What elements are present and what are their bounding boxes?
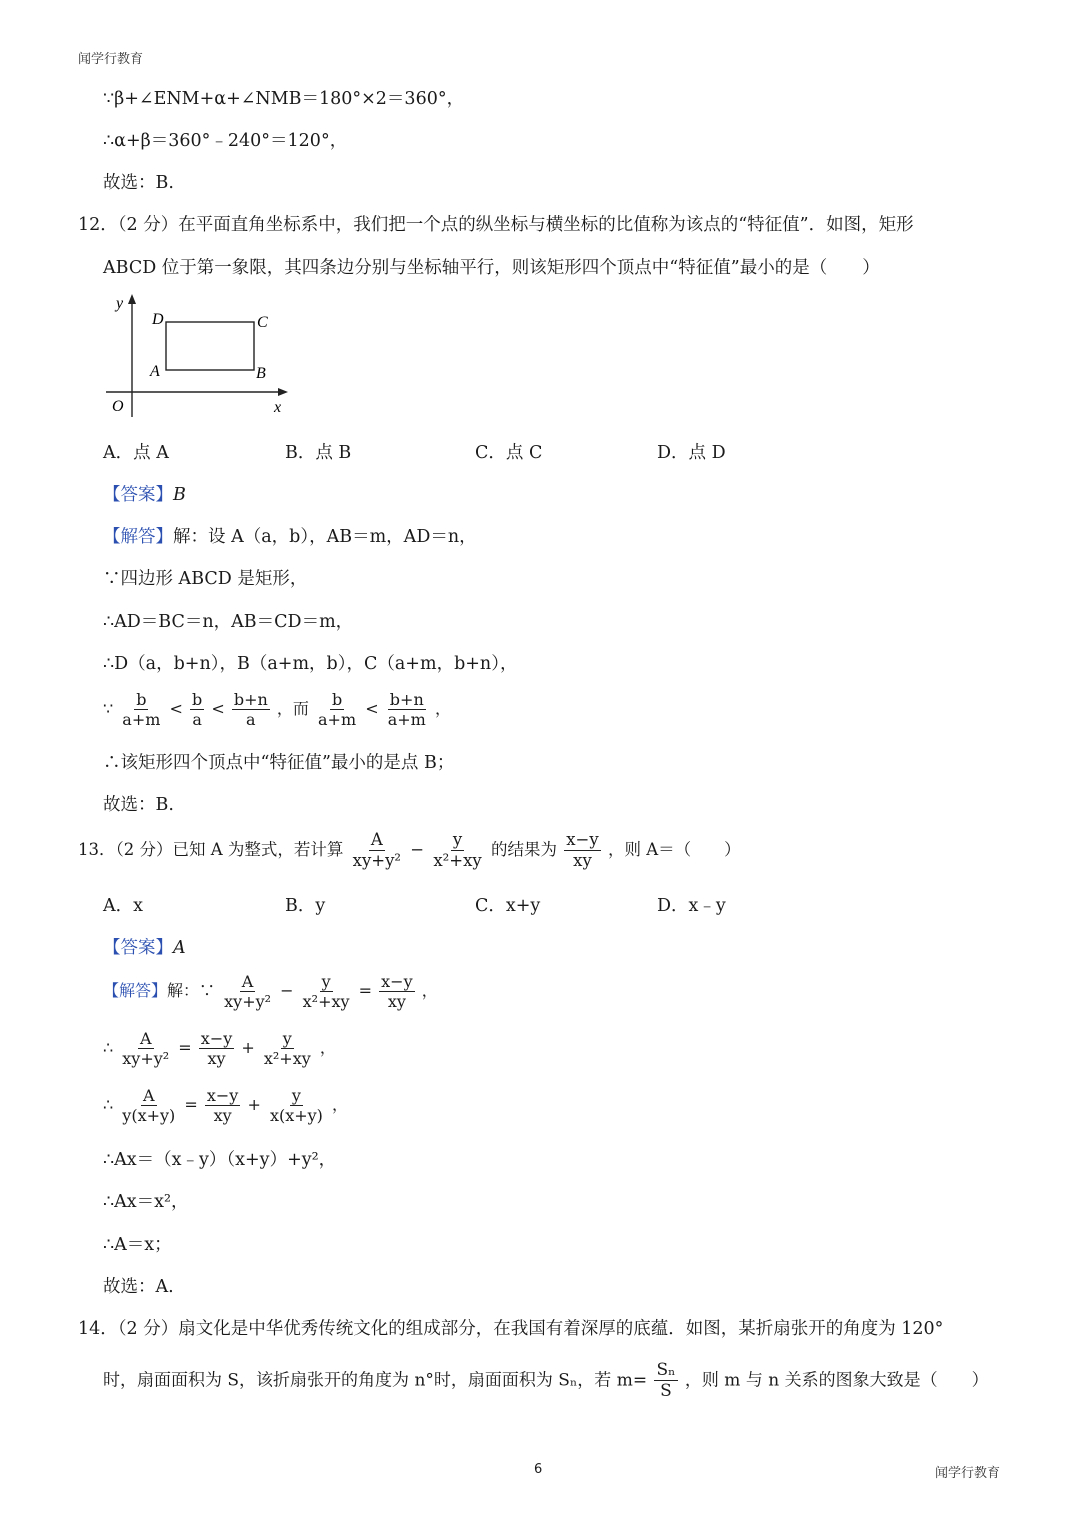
q13-stem <box>78 830 741 871</box>
operator: + <box>241 1038 255 1058</box>
vertex-a-label: A <box>150 363 160 380</box>
numerator: x−y <box>206 1086 239 1105</box>
q12-solution-3: ∴AD＝BC＝n，AB＝CD＝m， <box>103 612 354 632</box>
fraction <box>199 1029 234 1068</box>
text: ， <box>332 1095 349 1115</box>
prev-conclusion: 故选：B. <box>103 173 174 193</box>
footer-brand: 闻学行教育 <box>935 1466 1001 1481</box>
fraction <box>190 690 204 729</box>
operator: − <box>280 981 294 1001</box>
text: 时，扇面面积为 S，该折扇张开的角度为 n°时，扇面面积为 Sₙ，若 m= <box>103 1370 648 1391</box>
numerator: x−y <box>200 1029 233 1048</box>
numerator: b+n <box>389 690 424 709</box>
q13-solution-2 <box>103 1029 336 1068</box>
q12-option-b: B．点 B <box>285 443 352 463</box>
q12-option-a: A．点 A <box>103 443 169 463</box>
q12-stem-line2: ABCD 位于第一象限，其四条边分别与坐标轴平行，则该矩形四个顶点中“特征值”最小的是（ ） <box>103 258 880 278</box>
y-label: y <box>116 295 124 312</box>
x-label: x <box>274 399 282 416</box>
fraction <box>262 1029 313 1068</box>
fraction <box>232 690 270 729</box>
numerator: b+n <box>233 690 268 709</box>
x-axis-arrow <box>278 388 288 396</box>
numerator: A <box>370 830 383 849</box>
q12-answer <box>103 482 186 508</box>
rectangle-abcd <box>166 322 254 370</box>
denominator: xy+y² <box>352 850 402 870</box>
fraction <box>351 830 403 871</box>
denominator: xy+y² <box>224 992 272 1012</box>
solution-tag: 【解答】 <box>103 981 168 1001</box>
denominator: x(x+y) <box>269 1106 323 1126</box>
answer-value: A <box>173 938 186 958</box>
q13-solution-6: ∴A＝x； <box>103 1235 172 1255</box>
operator: < <box>211 699 225 719</box>
q13-option-b: B．y <box>285 896 326 916</box>
text: ∵ <box>103 699 114 719</box>
fraction <box>316 690 358 729</box>
denominator: y(x+y) <box>122 1106 176 1126</box>
q13-option-a: A．x <box>103 896 144 916</box>
text: ， <box>319 1038 336 1058</box>
answer-tag: 【答案】 <box>103 938 173 958</box>
fraction <box>222 972 273 1011</box>
vertex-d-label: D <box>152 311 164 328</box>
numerator: y <box>282 1029 292 1048</box>
denominator: S <box>660 1381 672 1402</box>
fraction <box>120 1029 171 1068</box>
origin-label: O <box>112 398 124 415</box>
q12-solution-6: ∴该矩形四个顶点中“特征值”最小的是点 B； <box>103 753 455 773</box>
numerator: x−y <box>566 830 599 849</box>
q14-stem-line1: 14．（2 分）扇文化是中华优秀传统文化的组成部分，在我国有着深厚的底蕴．如图，某折扇张开的角度为 120° <box>78 1319 944 1339</box>
denominator: xy <box>573 850 592 870</box>
q12-solution-7: 故选：B. <box>103 795 174 815</box>
text: 13．（2 分）已知 A 为整式，若计算 <box>78 839 344 859</box>
q12-option-d: D．点 D <box>657 443 726 463</box>
fraction <box>120 1086 177 1125</box>
fraction <box>301 972 352 1011</box>
denominator: xy <box>387 992 406 1012</box>
q13-option-d: D．x﹣y <box>657 896 726 916</box>
vertex-b-label: B <box>256 365 266 382</box>
numerator: Sₙ <box>656 1360 676 1380</box>
text: 解：∵ <box>167 981 216 1001</box>
q13-solution-1 <box>103 972 438 1011</box>
text: ∴ <box>103 1095 114 1115</box>
numerator: A <box>241 972 254 991</box>
q12-solution-5 <box>103 690 451 729</box>
q13-solution-4: ∴Ax＝（x﹣y）（x+y）+y²， <box>103 1150 337 1170</box>
operator: < <box>169 699 183 719</box>
fraction <box>654 1360 677 1402</box>
y-axis-arrow <box>128 294 136 304</box>
fraction <box>379 972 414 1011</box>
denominator: a <box>246 710 256 730</box>
answer-tag: 【答案】 <box>103 485 173 505</box>
operator: = <box>184 1095 198 1115</box>
operator: = <box>178 1038 192 1058</box>
operator: − <box>410 839 425 859</box>
denominator: a+m <box>122 710 161 730</box>
q13-solution-5: ∴Ax＝x²， <box>103 1192 189 1212</box>
text: ，而 <box>276 699 309 719</box>
numerator: A <box>139 1029 152 1048</box>
numerator: b <box>331 690 343 709</box>
fraction <box>564 830 600 871</box>
prev-step-1: ∵β+∠ENM+α+∠NMB＝180°×2＝360°， <box>103 89 465 109</box>
q13-option-c: C．x+y <box>475 896 541 916</box>
denominator: a+m <box>318 710 357 730</box>
text: ，则 A＝（ ） <box>607 839 741 859</box>
text: ∴ <box>103 1038 114 1058</box>
header-brand: 闻学行教育 <box>78 52 144 67</box>
fraction <box>205 1086 240 1125</box>
denominator: xy <box>213 1106 232 1126</box>
operator: = <box>358 981 373 1001</box>
denominator: x²+xy <box>263 1049 311 1069</box>
page-number: 6 <box>534 1462 543 1477</box>
q13-answer <box>103 935 186 961</box>
q13-solution-7: 故选：A. <box>103 1277 174 1297</box>
denominator: x²+xy <box>433 850 482 870</box>
q12-solution-1 <box>103 524 477 550</box>
numerator: A <box>143 1086 155 1105</box>
fraction <box>431 830 483 871</box>
text: 的结果为 <box>491 839 557 859</box>
solution-tag: 【解答】 <box>103 527 173 547</box>
vertex-c-label: C <box>257 314 268 331</box>
fraction <box>120 690 162 729</box>
numerator: y <box>452 830 463 849</box>
solution-text: 解：设 A（a，b），AB＝m，AD＝n， <box>173 527 477 547</box>
numerator: b <box>192 690 203 709</box>
numerator: y <box>321 972 331 991</box>
fraction <box>386 690 428 729</box>
denominator: xy+y² <box>122 1049 170 1069</box>
operator: < <box>365 699 379 719</box>
denominator: xy <box>207 1049 226 1069</box>
text: ， <box>434 699 451 719</box>
answer-value: B <box>173 485 186 505</box>
q13-solution-3 <box>103 1086 348 1125</box>
q12-option-c: C．点 C <box>475 443 543 463</box>
text: ， <box>421 981 438 1001</box>
q14-stem-line2 <box>103 1360 989 1402</box>
q12-stem-line1: 12．（2 分）在平面直角坐标系中，我们把一个点的纵坐标与横坐标的比值称为该点的“特征值”．如图，矩形 <box>78 215 914 235</box>
denominator: a <box>192 710 202 730</box>
prev-step-2: ∴α+β＝360°﹣240°＝120°， <box>103 131 348 151</box>
q12-figure <box>100 292 290 420</box>
denominator: x²+xy <box>302 992 350 1012</box>
denominator: a+m <box>387 710 426 730</box>
q12-solution-2: ∵四边形 ABCD 是矩形， <box>103 569 308 589</box>
text: ，则 m 与 n 关系的图象大致是（ ） <box>684 1370 989 1391</box>
numerator: b <box>136 690 147 709</box>
q12-solution-4: ∴D（a，b+n），B（a+m，b），C（a+m，b+n）， <box>103 654 518 674</box>
operator: + <box>247 1095 261 1115</box>
fraction <box>268 1086 325 1125</box>
numerator: y <box>291 1086 301 1105</box>
numerator: x−y <box>381 972 413 991</box>
